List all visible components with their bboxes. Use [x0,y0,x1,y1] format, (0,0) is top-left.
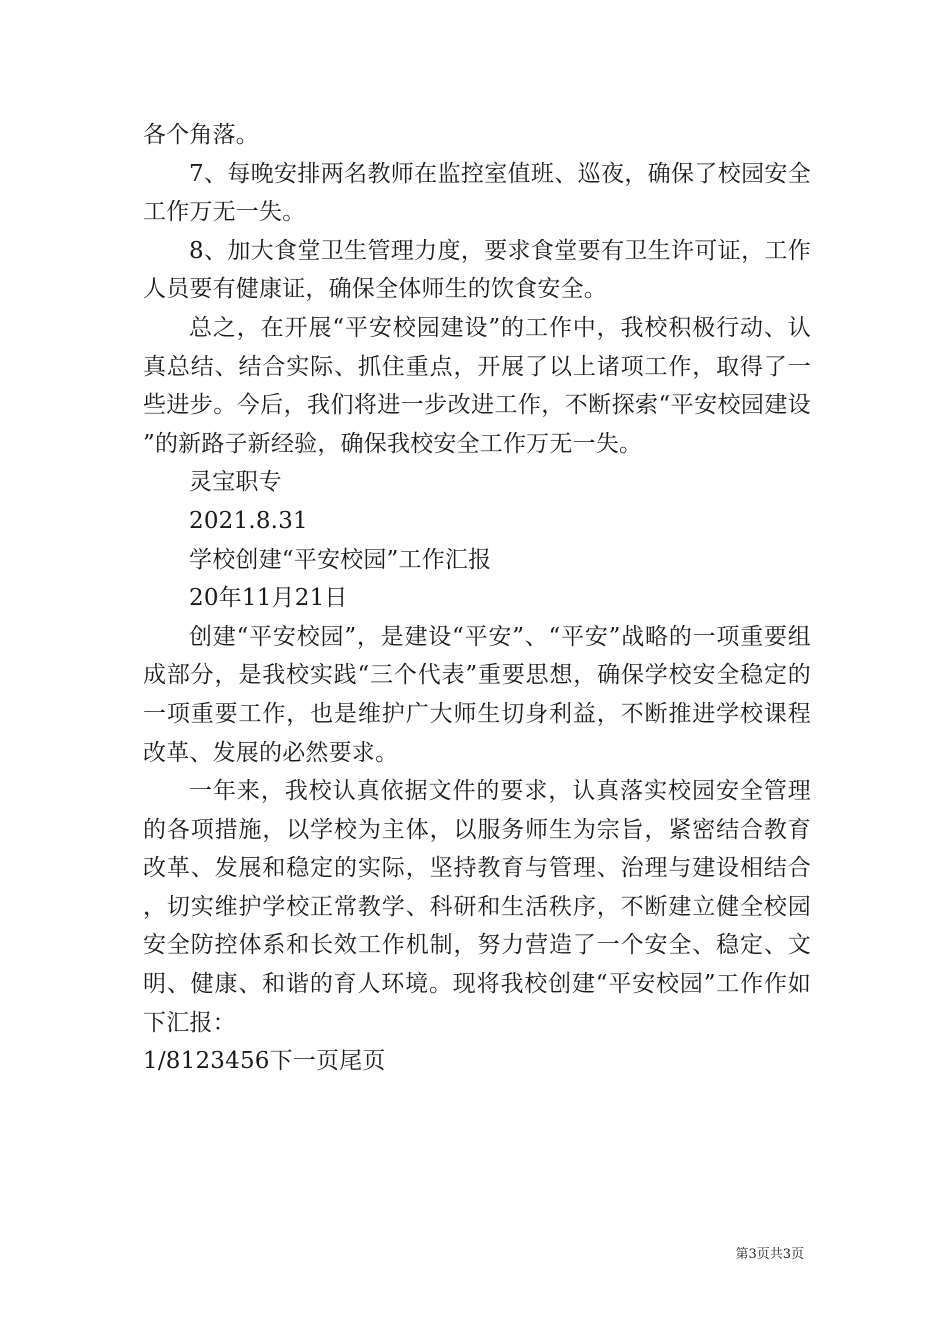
signature: 灵宝职专 [189,469,282,496]
report-title: 学校创建“平安校园”工作汇报 [189,546,492,573]
signature-date: 2021.8.31 [189,507,308,534]
paragraph-intro: 创建“平安校园”，是建设“平安”、“平安”战略的一项重要组成部分，是我校实践“三个代表”重要思想，确保学校安全稳定的一项重要工作，也是维护广大师生切身利益，不断推进学校课程改革、发展的必然要求。 [143,623,811,766]
page-footer: 第3页共3页 [735,1247,804,1262]
paragraph-item-8: 8、加大食堂卫生管理力度，要求食堂要有卫生许可证，工作人员要有健康证，确保全体师生的饮食安全。 [143,237,811,303]
paragraph-item-7: 7、每晚安排两名教师在监控室值班、巡夜，确保了校园安全工作万无一失。 [143,160,811,226]
pagination-links[interactable]: 1/8123456下一页尾页 [143,1048,386,1075]
paragraph-summary: 总之，在开展“平安校园建设”的工作中，我校积极行动、认真总结、结合实际、抓住重点，开展了以上诸项工作，取得了一些进步。今后，我们将进一步改进工作，不断探索“平安校园建设”的新路子新经验，确保我校安全工作万无一失。 [143,314,811,457]
paragraph-overview: 一年来，我校认真依据文件的要求，认真落实校园安全管理的各项措施，以学校为主体，以服务师生为宗旨，紧密结合教育改革、发展和稳定的实际，坚持教育与管理、治理与建设相结合，切实维护学校正常教学、科研和生活秩序，不断建立健全校园安全防控体系和长效工作机制，努力营造了一个安全、稳定、文明、健康、和谐的育人环境。现将我校创建“平安校园”工作作如下汇报： [143,778,811,1036]
paragraph-continuation: 各个角落。 [143,122,259,148]
report-date: 20年11月21日 [189,585,348,612]
document-body [143,116,811,1081]
